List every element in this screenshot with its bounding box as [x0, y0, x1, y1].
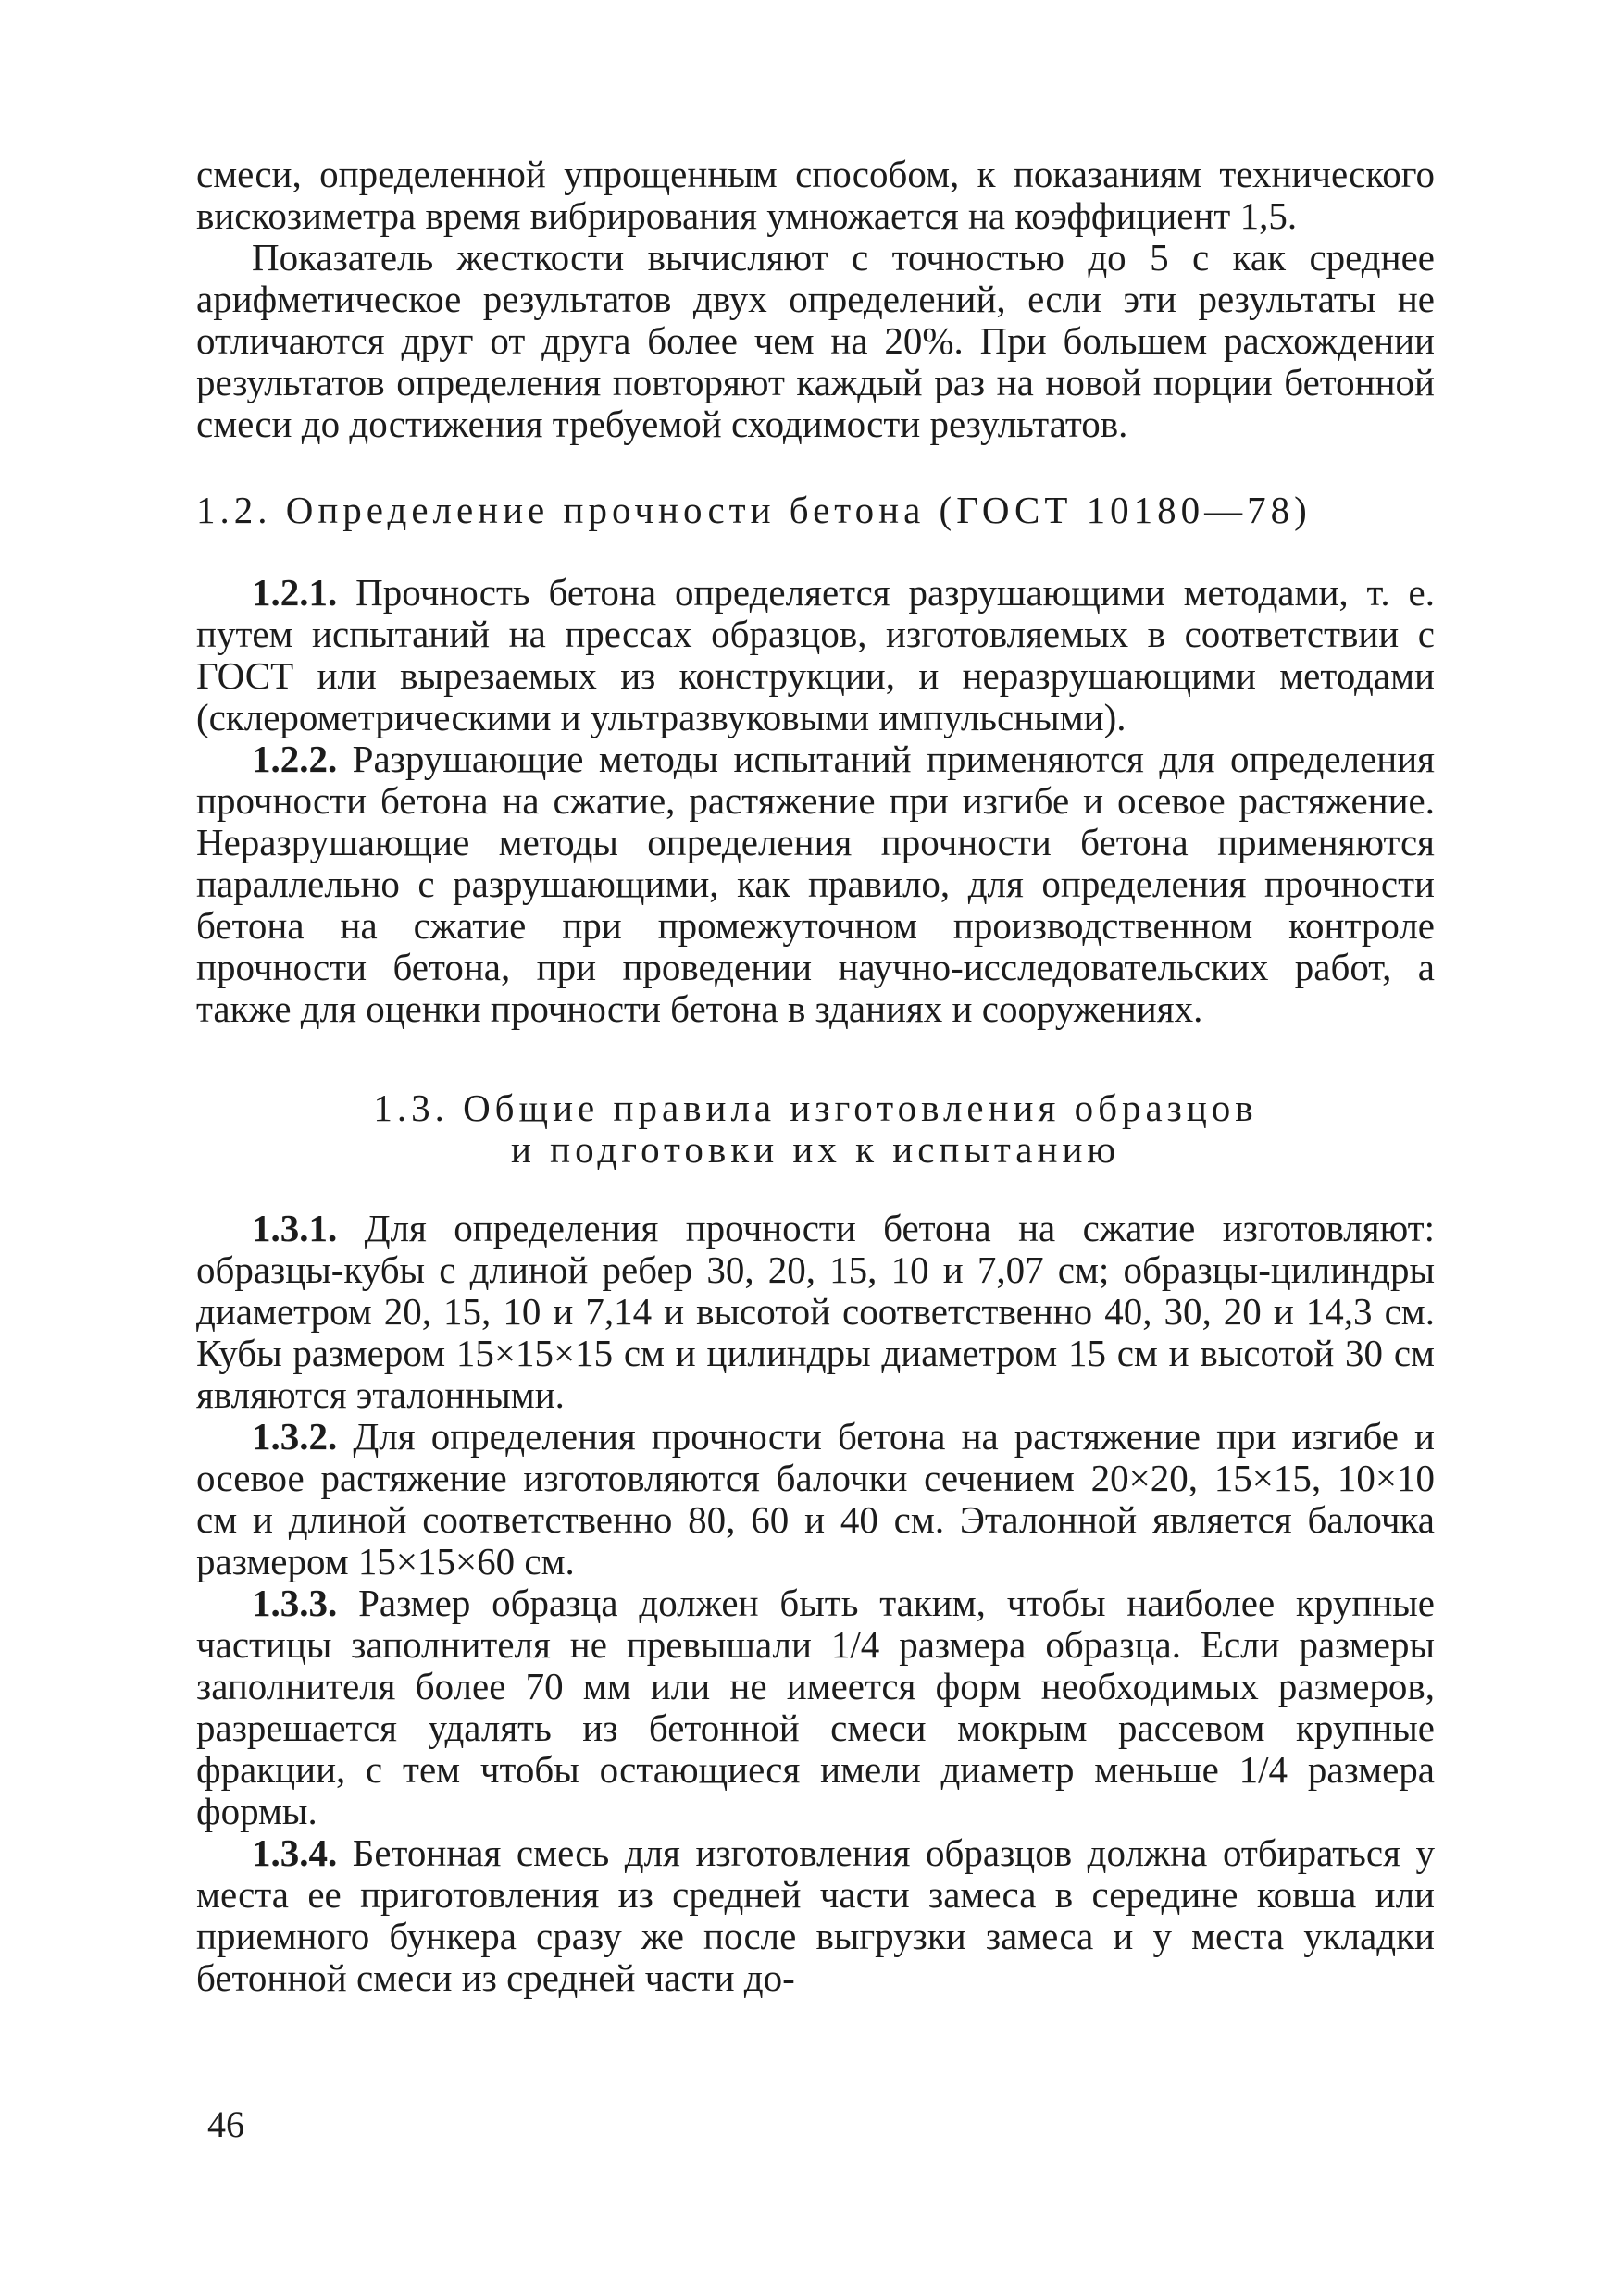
paragraph-1-3-2	[196, 1416, 1435, 1582]
document-page	[196, 154, 1435, 1999]
clause-number: 1.2.1.	[252, 571, 338, 614]
paragraph-1-3-3	[196, 1582, 1435, 1832]
clause-text: Размер образца должен быть таким, чтобы наиболее крупные частицы заполнителя не превышали 1/4 размера образца. Если размеры заполнителя более 70 мм или не имеется форм необходимых размеров, разрешается удалять из бетонной смеси мокрым рассевом крупные фракции, с тем чтобы остающиеся имели диаметр меньше 1/4 размера формы.	[196, 1582, 1435, 1832]
clause-number: 1.3.1.	[252, 1207, 338, 1249]
section-heading-1-3-line-1: 1.3. Общие правила изготовления образцов	[373, 1086, 1258, 1129]
paragraph-continuation: смеси, определенной упрощенным способом, к показаниям технического вискозиметра время вибрирования умножается на коэффициент 1,5.	[196, 153, 1435, 237]
paragraph-1-2-2	[196, 738, 1435, 1030]
paragraph-1-2-1	[196, 572, 1435, 738]
paragraph-stiffness-indicator: Показатель жесткости вычисляют с точностью до 5 с как среднее арифметическое результатов двух определений, если эти результаты не отличаются друг от друга более чем на 20%. При большем расхождении результатов определения повторяют каждый раз на новой порции бетонной смеси до достижения требуемой сходимости результатов.	[196, 236, 1435, 445]
paragraph-1-3-1	[196, 1208, 1435, 1416]
clause-text: Для определения прочности бетона на растяжение при изгибе и осевое растяжение изготовляются балочки сечением 20×20, 15×15, 10×10 см и длиной соответственно 80, 60 и 40 см. Эталонной является балочка размером 15×15×60 см.	[196, 1415, 1435, 1582]
clause-number: 1.3.2.	[252, 1415, 338, 1458]
clause-text: Прочность бетона определяется разрушающими методами, т. е. путем испытаний на прессах образцов, изготовляемых в соответствии с ГОСТ или вырезаемых из конструкции, и неразрушающими методами (склерометрическими и ультразвуковыми импульсными).	[196, 571, 1435, 738]
clause-text: Для определения прочности бетона на сжатие изготовляют: образцы-кубы с длиной ребер 30, 20, 15, 10 и 7,07 см; образцы-цилиндры диаметром 20, 15, 10 и 7,14 и высотой соответственно 40, 30, 20 и 14,3 см. Кубы размером 15×15×15 см и цилиндры диаметром 15 см и высотой 30 см являются эталонными.	[196, 1207, 1435, 1416]
section-heading-1-2: 1.2. Определение прочности бетона (ГОСТ 10180—78)	[196, 489, 1312, 531]
clause-number: 1.3.3.	[252, 1582, 338, 1624]
clause-text: Разрушающие методы испытаний применяются для определения прочности бетона на сжатие, растяжение при изгибе и осевое растяжение. Неразрушающие методы определения прочности бетона применяются параллельно с разрушающими, как правило, для определения прочности бетона на сжатие при промежуточном производственном контроле прочности бетона, при проведении научно-исследовательских работ, а также для оценки прочности бетона в зданиях и сооружениях.	[196, 738, 1435, 1030]
page-number: 46	[207, 2104, 244, 2145]
paragraph-1-3-4	[196, 1832, 1435, 1999]
clause-number: 1.3.4.	[252, 1831, 338, 1874]
section-heading-1-3	[196, 1087, 1435, 1171]
clause-text: Бетонная смесь для изготовления образцов должна отбираться у места ее приготовления из средней части замеса в середине ковша или приемного бункера сразу же после выгрузки замеса и у места укладки бетонной смеси из средней части до-	[196, 1831, 1435, 1999]
section-heading-1-3-line-2: и подготовки их к испытанию	[510, 1128, 1121, 1171]
clause-number: 1.2.2.	[252, 738, 338, 780]
